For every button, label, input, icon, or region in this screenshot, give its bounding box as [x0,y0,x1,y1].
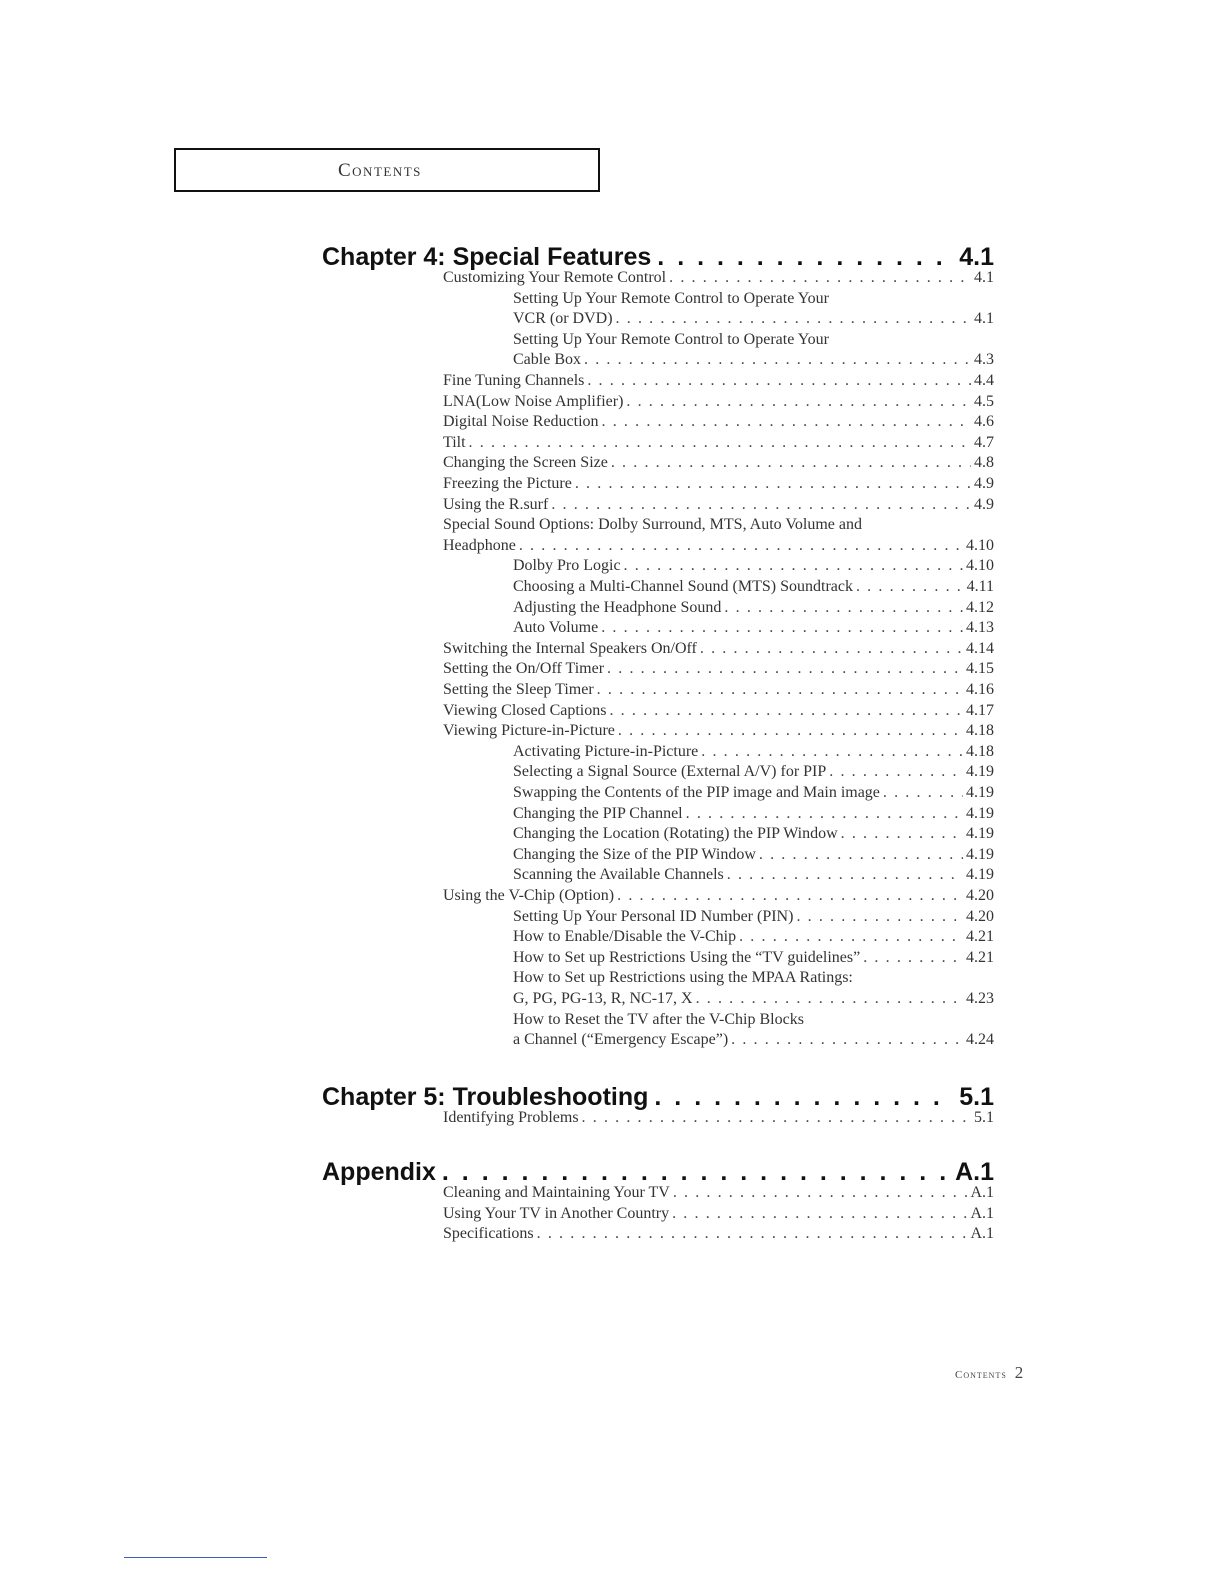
dot-leader [551,496,971,514]
toc-entry-title: Setting Up Your Personal ID Number (PIN) [513,907,794,925]
toc-entry-title: Swapping the Contents of the PIP image and Main image [513,784,880,801]
toc-entry[interactable] [513,351,994,371]
toc-entry-title: Adjusting the Headphone Sound [513,598,722,616]
toc-entry[interactable] [443,434,994,454]
dot-leader [841,825,963,843]
toc-entry[interactable] [443,454,994,474]
toc-entry-page: 4.13 [966,619,994,637]
toc-entry-title: LNA(Low Noise Amplifier) [443,392,624,410]
dot-leader [616,310,971,328]
toc-entry-page: 4.23 [966,990,994,1007]
dot-leader [469,434,971,452]
dot-leader [700,640,963,658]
toc-entry-title: Setting Up Your Remote Control to Operate Your [513,330,829,348]
toc-entry[interactable] [443,413,994,433]
toc-entry[interactable] [443,722,994,742]
contents-header-box [174,148,600,192]
toc-entry-page: A.1 [970,1225,994,1243]
dot-leader [727,866,963,884]
toc-entry[interactable] [443,702,994,722]
toc-entry-title: Tilt [443,433,466,451]
dot-leader [584,351,971,369]
toc-entry-title: Auto Volume [513,619,599,637]
toc-entry[interactable] [513,557,994,577]
toc-entry[interactable] [513,846,994,866]
toc-entry[interactable] [443,1109,994,1129]
toc-entry-page: 4.19 [966,845,994,863]
dot-leader [618,722,963,740]
toc-entry-title: Scanning the Available Channels [513,866,724,884]
toc-entry-page: 4.7 [974,433,994,451]
toc-entry[interactable] [513,290,994,310]
toc-entry-title: Choosing a Multi-Channel Sound (MTS) Soundtrack [513,578,853,595]
toc-entry-page: 4.20 [966,907,994,925]
toc-entry-title: Viewing Picture-in-Picture [443,722,615,740]
toc-entry[interactable] [513,1011,994,1031]
toc-entry[interactable] [513,908,994,928]
toc-entry[interactable] [513,990,994,1010]
toc-entry-page: 4.19 [966,866,994,884]
toc-entry-page: 4.9 [974,475,994,492]
dot-leader [626,393,971,411]
toc-entry-title: Setting Up Your Remote Control to Operate Your [513,289,829,307]
chapter-title: Appendix [322,1158,436,1186]
toc-entry-title: Dolby Pro Logic [513,557,621,575]
dot-leader [602,413,971,431]
toc-entry[interactable] [513,599,994,619]
toc-entry-title: Using the V-Chip (Option) [443,887,615,904]
toc-entry[interactable] [513,331,994,351]
toc-entry-page: 4.5 [974,392,994,410]
toc-entry-page: 4.6 [974,413,994,431]
toc-entry[interactable] [513,866,994,886]
dot-leader [582,1109,971,1127]
toc-entry-title: Setting the On/Off Timer [443,660,605,678]
page-number: 2 [1014,1363,1024,1382]
toc-entry-title: How to Reset the TV after the V-Chip Blocks [513,1010,804,1028]
toc-entry-page: 4.21 [966,948,994,966]
toc-entry-title: How to Set up Restrictions using the MPAA Ratings: [513,969,853,987]
toc-entry[interactable] [443,393,994,413]
toc-entry-page: 4.11 [966,578,994,595]
toc-entry[interactable] [443,516,994,536]
dot-leader [883,784,963,802]
dot-leader [575,475,971,493]
dot-leader [739,928,963,946]
toc-entry[interactable] [443,1205,994,1225]
toc-entry-title: Using Your TV in Another Country [443,1204,670,1222]
footer-label: Contents [955,1369,1007,1381]
toc-entry-title: Identifying Problems [443,1109,579,1126]
page-footer [955,1363,1023,1383]
toc-entry-page: 4.21 [966,928,994,946]
toc-entry-page: 4.4 [974,372,994,389]
dot-leader [601,619,963,637]
bottom-rule [124,1557,267,1558]
dot-leader [442,1158,949,1187]
toc-entry[interactable] [443,660,994,680]
toc-entry-page: A.1 [970,1184,994,1201]
page-title: Contents [338,160,422,181]
toc-entry[interactable] [513,784,994,804]
dot-leader [724,599,963,617]
toc-entry[interactable] [513,619,994,639]
toc-entry-title: Switching the Internal Speakers On/Off [443,639,697,657]
toc-entry[interactable] [513,1031,994,1051]
dot-leader [863,949,963,967]
toc-entry-title: Setting the Sleep Timer [443,681,594,698]
toc-entry-title: Customizing Your Remote Control [443,269,667,286]
toc-entry-page: 4.1 [974,269,994,286]
toc-entry[interactable] [443,537,994,557]
toc-entry[interactable] [513,949,994,969]
toc-entry-page: 4.16 [966,681,994,698]
dot-leader [701,743,963,761]
chapter-page-number: 5.1 [959,1083,994,1111]
toc-entry-page: 4.20 [966,887,994,904]
toc-entry[interactable] [443,1225,994,1245]
toc-entry[interactable] [513,825,994,845]
dot-leader [829,763,963,781]
toc-entry-page: 5.1 [974,1109,994,1126]
toc-entry[interactable] [513,578,994,598]
dot-leader [759,846,963,864]
toc-entry-page: 4.1 [974,310,994,328]
dot-leader [519,537,963,555]
toc-entry-page: 4.19 [966,763,994,781]
toc-entry[interactable] [443,372,994,392]
toc-entry-title: Cable Box [513,351,581,369]
toc-entry[interactable] [513,310,994,330]
toc-entry-page: 4.24 [966,1031,994,1049]
toc-entry-title: G, PG, PG-13, R, NC-17, X [513,990,693,1007]
toc-entry-title: How to Set up Restrictions Using the “TV guidelines” [513,948,861,966]
dot-leader [624,557,963,575]
toc-entry-page: 4.8 [974,454,994,472]
toc-entry[interactable] [443,475,994,495]
toc-entry-title: Special Sound Options: Dolby Surround, MTS, Auto Volume and [443,516,862,534]
toc-entry-title: Using the R.surf [443,495,549,513]
dot-leader [672,1205,967,1223]
toc-entry-title: Selecting a Signal Source (External A/V) for PIP [513,763,827,781]
toc-entry-page: 4.17 [966,701,994,719]
toc-entry-page: 4.19 [966,784,994,801]
toc-entry-title: Fine Tuning Channels [443,372,585,389]
dot-leader [686,805,963,823]
toc-entry[interactable] [513,969,994,989]
toc-entry-title: Changing the Size of the PIP Window [513,845,756,863]
toc-entry-page: 4.19 [966,804,994,822]
toc-entry-page: 4.18 [966,722,994,740]
dot-leader [607,660,963,678]
toc-entry[interactable] [513,928,994,948]
toc-entry[interactable] [443,1184,994,1204]
dot-leader [696,990,963,1008]
toc-entry[interactable] [443,269,994,289]
dot-leader [587,372,971,390]
toc-entry-title: How to Enable/Disable the V-Chip [513,928,737,946]
dot-leader [611,454,971,472]
toc-entry-title: Activating Picture-in-Picture [513,742,699,760]
dot-leader [537,1225,968,1243]
toc-entry-page: 4.15 [966,660,994,678]
toc-entry[interactable] [443,681,994,701]
toc-entry[interactable] [513,805,994,825]
dot-leader [669,269,971,287]
dot-leader [597,681,963,699]
toc-entry[interactable] [513,743,994,763]
toc-entry[interactable] [443,640,994,660]
chapter-title: Chapter 5: Troubleshooting [322,1083,649,1111]
dot-leader [654,1083,953,1112]
toc-entry-title: Changing the Screen Size [443,454,608,472]
toc-entry-title: Changing the PIP Channel [513,804,683,822]
dot-leader [731,1031,963,1049]
toc-entry-title: Changing the Location (Rotating) the PIP Window [513,825,838,843]
toc-entry-page: 4.10 [966,536,994,554]
toc-entry-title: VCR (or DVD) [513,310,613,328]
dot-leader [796,908,963,926]
dot-leader [609,702,963,720]
toc-entry-title: Freezing the Picture [443,475,572,492]
chapter-page-number: A.1 [955,1158,994,1186]
toc-entry-page: A.1 [970,1204,994,1222]
toc-entry-title: Specifications [443,1225,534,1243]
toc-entry-page: 4.9 [974,495,994,513]
dot-leader [856,578,964,596]
toc-entry-page: 4.18 [966,742,994,760]
toc-entry[interactable] [443,887,994,907]
toc-entry-page: 4.19 [966,825,994,843]
toc-entry-page: 4.14 [966,639,994,657]
dot-leader [657,243,953,272]
toc-entry-title: Viewing Closed Captions [443,701,607,719]
toc-entry-page: 4.10 [966,557,994,575]
chapter-title: Chapter 4: Special Features [322,243,652,271]
toc-entry-title: Cleaning and Maintaining Your TV [443,1184,670,1201]
toc-entry[interactable] [443,496,994,516]
toc-entry-title: Headphone [443,536,516,554]
dot-leader [673,1184,968,1202]
toc-entry-title: a Channel (“Emergency Escape”) [513,1031,729,1049]
toc-entry-page: 4.3 [974,351,994,369]
chapter-page-number: 4.1 [959,243,994,271]
toc-entry-page: 4.12 [966,598,994,616]
toc-entry-title: Digital Noise Reduction [443,413,599,431]
dot-leader [617,887,963,905]
toc-entry[interactable] [513,763,994,783]
